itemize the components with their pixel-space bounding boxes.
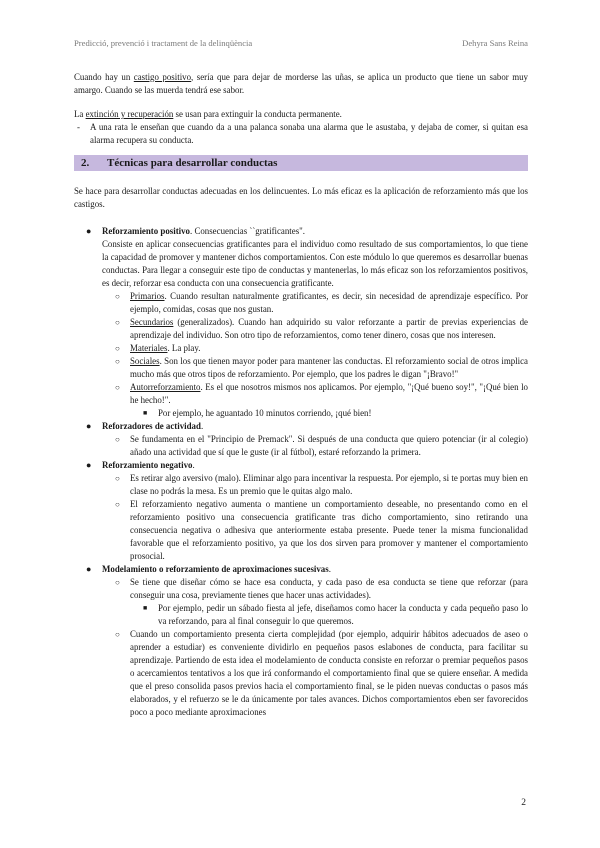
text: se usan para extinguir la conducta permanente.	[173, 109, 342, 119]
list-item-reforzadores-actividad	[74, 420, 528, 459]
term: Autorreforzamiento	[130, 382, 201, 392]
bullet-marker: ●	[86, 564, 92, 574]
circle-marker: ○	[115, 500, 120, 509]
text: . La play.	[167, 343, 201, 353]
bullet-marker: ●	[86, 226, 92, 236]
list-item	[102, 342, 528, 355]
list-item	[102, 576, 528, 628]
list-item	[102, 433, 528, 459]
sublist	[102, 433, 528, 459]
bullet-marker: ●	[86, 460, 92, 470]
text: .	[328, 564, 331, 574]
text: A una rata le enseñan que cuando da a una palanca sonaba una alarma que le asustaba, y dejaba de comer, si quitan esa alarma recupera su conducta.	[90, 122, 528, 145]
list-item	[102, 316, 528, 342]
list-item	[102, 472, 528, 498]
circle-marker: ○	[115, 630, 120, 639]
text: Por ejemplo, he aguantado 10 minutos corriendo, ¡qué bien!	[158, 408, 372, 418]
section-intro: Se hace para desarrollar conductas adecuadas en los delincuentes. Lo más eficaz es la aplicación de reforzamiento más que los castigos.	[74, 186, 528, 209]
text: .	[192, 460, 195, 470]
circle-marker: ○	[115, 435, 120, 444]
page-number: 2	[521, 798, 526, 808]
section-title: Técnicas para desarrollar conductas	[107, 156, 278, 169]
text: , sería que para dejar de morderse las uñas, se aplica un producto que tiene un sabor muy amargo. Cuando se las muerda tendrá ese sabor.	[74, 72, 528, 95]
text: Cuando un comportamiento presenta cierta complejidad (por ejemplo, adquirir hábitos adecuados de aseo o aprender a estudiar) es conveniente dividirlo en pequeños pasos eslabones de conducta, para facilitar su aprendizaje. Partiendo de esta idea el modelamiento de conducta consiste en reforzar o premiar pequeños pasos o acercamientos tentativos a los que irá conformando el comportamiento final que se quiere enseñar. A medida que el preso consolida pasos previos hacia el comportamiento final, se le piden nuevas conductas o pasos más elaborados, y el refuerzo se le da únicamente por tales avances. Dichos comportamientos eben ser favorecidos poco a poco mediante aproximaciones	[130, 629, 528, 717]
list-item	[74, 121, 528, 147]
text: . Consecuencias ``gratificantes".	[190, 226, 306, 236]
list-item	[102, 290, 528, 316]
square-marker: ■	[143, 604, 148, 612]
running-header-left: Predicció, prevenció i tractament de la delinqüència	[74, 38, 253, 48]
sublist	[130, 602, 528, 628]
dash-list	[74, 121, 528, 147]
circle-marker: ○	[115, 357, 120, 366]
bullet-marker: ●	[86, 421, 92, 431]
sublist	[102, 576, 528, 719]
item-title: Reforzamiento positivo	[102, 226, 190, 236]
circle-marker: ○	[115, 474, 120, 483]
text: Cuando hay un	[74, 72, 134, 82]
dash-marker: -	[77, 122, 80, 132]
list-item-reforzamiento-negativo	[74, 459, 528, 563]
term: Sociales	[130, 356, 160, 366]
list-item-modelamiento	[74, 563, 528, 719]
term: Materiales	[130, 343, 168, 353]
sublist	[130, 407, 528, 420]
paragraph-extincion	[74, 108, 528, 121]
list-item	[130, 602, 528, 628]
section-number: 2.	[81, 156, 90, 169]
paragraph-castigo-positivo	[74, 71, 528, 97]
technique-list	[74, 225, 528, 719]
square-marker: ■	[143, 409, 148, 417]
circle-marker: ○	[115, 578, 120, 587]
text: El reforzamiento negativo aumenta o mantiene un comportamiento deseable, no presentando como en el reforzamiento positivo una consecuencia gratificante tras dicho comportamiento, sino retirando una consecuencia negativa o adhesiva que anteriormente estaba presente. Puede tener la misma funcionalidad favorable que el reforzamiento positivo, ya que los dos sirven para promover y mantener el comportamiento prosocial.	[130, 499, 528, 561]
text: Se fundamenta en el "Principio de Premack". Si después de una conducta que quiero potenciar (ir al colegio) añado una actividad que sí que le guste (ir al fútbol), estaré reforzando la primera.	[130, 434, 528, 457]
circle-marker: ○	[115, 383, 120, 392]
text: La	[74, 109, 86, 119]
text: . Es el que nosotros mismos nos aplicamos. Por ejemplo, "¡Qué bueno soy!", "¡Qué bien lo he hecho!".	[130, 382, 528, 405]
term-extincion-recuperacion: extinción y recuperación	[85, 109, 174, 119]
text: . Son los que tienen mayor poder para mantener las conductas. El reforzamiento social de otros implica mucho más que otros tipos de reforzamiento. Por ejemplo, que los padres le digan "¡Bravo!"	[130, 356, 528, 379]
text: Es retirar algo aversivo (malo). Eliminar algo para incentivar la respuesta. Por ejemplo, si te portas muy bien en clase no podrás la mesa. Es un premio que le quitas algo malo.	[130, 473, 528, 496]
list-item-reforzamiento-positivo	[74, 225, 528, 420]
item-title: Reforzadores de actividad	[102, 421, 201, 431]
term: Primarios	[130, 291, 165, 301]
list-item	[102, 498, 528, 563]
text: . Cuando resultan naturalmente gratificantes, es decir, sin necesidad de aprendizaje específico. Por ejemplo, comidas, cosas que nos gustan.	[130, 291, 528, 314]
circle-marker: ○	[115, 292, 120, 301]
circle-marker: ○	[115, 344, 120, 353]
text: .	[200, 421, 204, 431]
list-item	[130, 407, 528, 420]
list-item	[102, 381, 528, 420]
text: (generalizados). Cuando han adquirido su valor reforzante a partir de previas experiencias de aprendizaje del individuo. Son otro tipo de reforzamientos, como tener dinero, cosas que nos interesen.	[130, 317, 528, 340]
sublist	[102, 290, 528, 420]
section-heading	[74, 155, 528, 171]
item-description: Consiste en aplicar consecuencias gratificantes para el individuo como resultado de sus comportamientos, lo que tiene la capacidad de promover y mantener dichos comportamientos. Con este módulo lo que queremos es desarrollar buenas conductas. Para llegar a conseguir este tipo de conductas y mantenerlas, lo más eficaz son los reforzamientos positivos, es decir, reforzar esa conducta con una consecuencia gratificante.	[102, 239, 528, 288]
text: Se tiene que diseñar cómo se hace esa conducta, y cada paso de esa conducta se tiene que reforzar (para conseguir una cosa, previamente tienes que hacer unas actividades).	[130, 577, 528, 600]
sublist	[102, 472, 528, 563]
circle-marker: ○	[115, 318, 120, 327]
text: Por ejemplo, pedir un sábado fiesta al jefe, diseñamos como hacer la conducta y cada pequeño paso lo va reforzando, para al final conseguir lo que queremos.	[158, 603, 528, 626]
list-item	[102, 355, 528, 381]
page-body	[74, 71, 528, 719]
running-header-right: Dehyra Sans Reina	[462, 38, 528, 48]
item-title: Reforzamiento negativo	[102, 460, 193, 470]
list-item	[102, 628, 528, 719]
term: Secundarios	[130, 317, 174, 327]
item-title: Modelamiento o reforzamiento de aproximaciones sucesivas	[102, 564, 329, 574]
term-castigo-positivo: castigo positivo	[133, 72, 192, 82]
